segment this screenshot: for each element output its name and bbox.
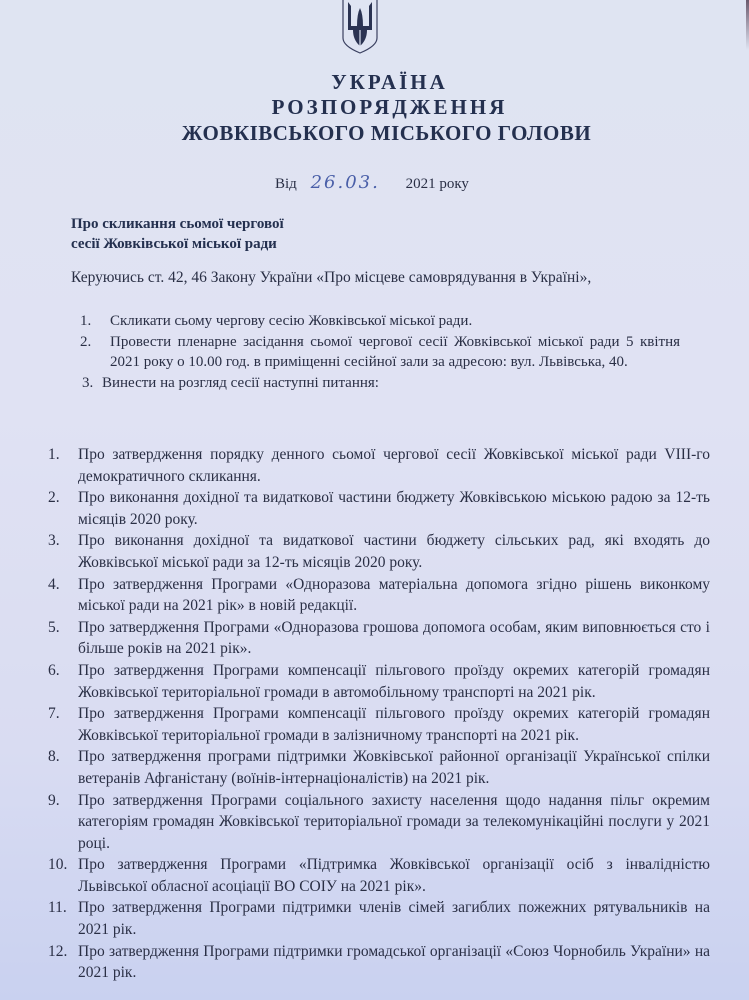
header-doc-type: РОЗПОРЯДЖЕННЯ xyxy=(271,95,508,119)
agenda-text: Про затвердження Програми компенсації пільгового проїзду окремих категорій громадян Жовківської територіальної громади в залізничному транспорті на 2021 рік. xyxy=(78,705,710,744)
subject-line: Про скликання сьомої чергової xyxy=(71,216,284,232)
agenda-text: Про затвердження Програми «Одноразова матеріальна допомога згідно рішень виконкому міської ради на 2021 рік» в новій редакції. xyxy=(78,575,710,615)
agenda-number: 3. xyxy=(48,532,60,550)
agenda-item xyxy=(48,703,710,746)
agenda-number: 12. xyxy=(48,942,68,960)
agenda-number: 11. xyxy=(48,899,67,917)
subject-line: сесії Жовківської міської ради xyxy=(71,236,277,252)
order-text: Винести на розгляд сесії наступні питання: xyxy=(102,374,379,391)
agenda-text: Про затвердження Програми підтримки членів сімей загиблих пожежних рятувальників на 2021 рік. xyxy=(78,899,710,939)
agenda-text: Про виконання дохідної та видаткової частини бюджету сільських рад, які входять до Жовківської міської ради за 12-ть місяців 2020 року. xyxy=(78,532,710,571)
agenda-item xyxy=(48,746,710,789)
header-country: УКРАЇНА xyxy=(331,70,448,94)
orders-list xyxy=(80,311,680,393)
agenda-item xyxy=(48,487,710,530)
agenda-number: 6. xyxy=(48,661,60,679)
order-text: Провести пленарне засідання сьомої чергової сесії Жовківської міської ради 5 квітня 2021 року о 10.00 год. в приміщенні сесійної зали за адресою: вул. Львівська, 40. xyxy=(110,333,680,370)
agenda-text: Про виконання дохідної та видаткової частини бюджету Жовківською міською радою за 12-ть місяців 2020 року. xyxy=(78,489,710,528)
agenda-number: 10. xyxy=(48,856,68,874)
ukraine-trident-emblem-icon xyxy=(339,0,381,55)
agenda-item xyxy=(48,530,710,573)
order-item xyxy=(80,332,680,373)
agenda-text: Про затвердження програми підтримки Жовківської районної організації Української спілки ветеранів Афганістану (воїнів-інтернаціоналістів) на 2021 рік. xyxy=(78,748,710,787)
order-number: 3. xyxy=(82,374,94,391)
agenda-text: Про затвердження порядку денного сьомої чергової сесії Жовківської міської ради VIII-го демократичного скликання. xyxy=(78,446,710,485)
agenda-item xyxy=(48,444,710,487)
agenda-text: Про затвердження Програми соціального захисту населення щодо надання пільг окремим категоріям громадян Жовківської територіальної громади за телекомунікаційні послуги у 2021 році. xyxy=(78,791,710,852)
agenda-item xyxy=(48,790,710,855)
agenda-number: 1. xyxy=(48,446,60,463)
agenda-item xyxy=(48,660,710,703)
agenda-text: Про затвердження Програми компенсації пільгового проїзду окремих категорій громадян Жовківської територіальної громади в автомобільному транспорті на 2021 рік. xyxy=(78,661,710,701)
agenda-text: Про затвердження Програми підтримки громадської організації «Союз Чорнобиль України» на 2021 рік. xyxy=(78,942,710,982)
order-number: 1. xyxy=(80,313,92,329)
date-suffix: 2021 року xyxy=(405,176,469,192)
agenda-number: 8. xyxy=(48,748,60,766)
date-prefix: Від xyxy=(275,176,297,192)
agenda-item xyxy=(48,574,710,617)
handwritten-date: 26.03. xyxy=(310,172,380,193)
order-item xyxy=(82,373,680,394)
agenda-item xyxy=(48,617,710,660)
order-text: Скликати сьому чергову сесію Жовківської міської ради. xyxy=(110,313,473,329)
agenda-item xyxy=(48,941,710,984)
agenda-list xyxy=(48,444,710,984)
preamble: Керуючись ст. 42, 46 Закону України «Про місцеве самоврядування в Україні», xyxy=(71,269,592,286)
agenda-number: 5. xyxy=(48,618,60,636)
order-number: 2. xyxy=(80,333,92,350)
agenda-text: Про затвердження Програми «Одноразова грошова допомога особам, яким виповнюється сто і більше років на 2021 рік». xyxy=(78,618,710,658)
date-line xyxy=(275,172,469,193)
agenda-number: 7. xyxy=(48,705,60,723)
agenda-item xyxy=(48,897,710,940)
agenda-item xyxy=(48,854,710,897)
agenda-number: 2. xyxy=(48,489,60,507)
order-item xyxy=(80,311,680,332)
agenda-number: 4. xyxy=(48,575,60,593)
header-issuer: ЖОВКІВСЬКОГО МІСЬКОГО ГОЛОВИ xyxy=(181,121,592,145)
agenda-text: Про затвердження Програми «Підтримка Жовківської організації осіб з інвалідністю Львівської обласної асоціації ВО СОІУ на 2021 рік». xyxy=(78,856,710,895)
subject xyxy=(71,214,284,254)
agenda-number: 9. xyxy=(48,791,60,809)
